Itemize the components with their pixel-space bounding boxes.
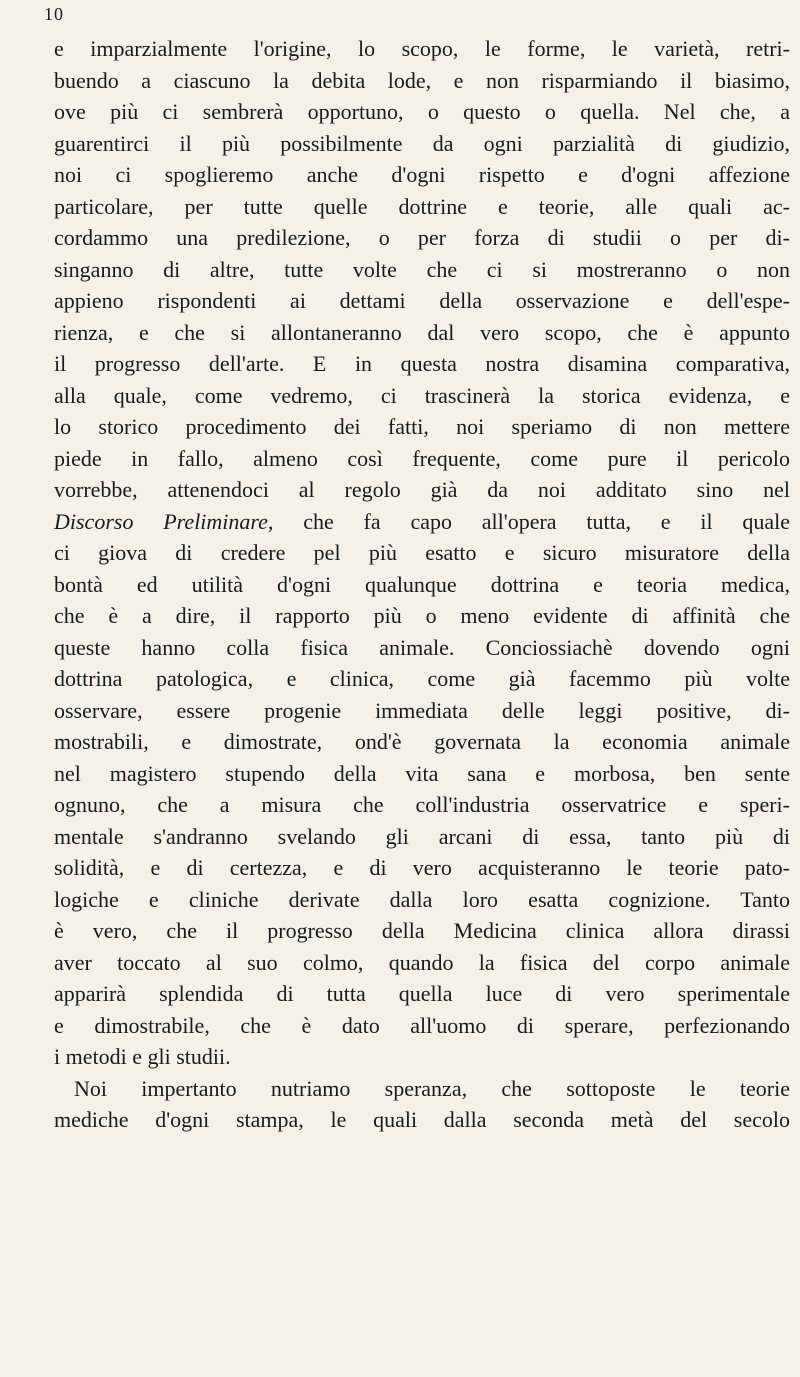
text-line xyxy=(54,915,790,947)
text-line xyxy=(54,443,790,475)
line-text: vorrebbe, attenendoci al regolo già da noi additato sino nel xyxy=(54,477,790,502)
text-line xyxy=(54,254,790,286)
text-line xyxy=(54,758,790,790)
text-line xyxy=(54,726,790,758)
page-number: 10 xyxy=(44,4,64,24)
line-text: mediche d'ogni stampa, le quali dalla seconda metà del secolo xyxy=(54,1107,790,1132)
text-line xyxy=(54,1104,790,1136)
text-line xyxy=(54,506,790,538)
text-line xyxy=(54,191,790,223)
line-text: alla quale, come vedremo, ci trascinerà la storica evidenza, e xyxy=(54,382,790,408)
line-text: nel magistero stupendo della vita sana e morbosa, ben sente xyxy=(54,760,790,786)
line-text: che fa capo all'opera tutta, e il quale xyxy=(273,508,790,534)
line-text: singanno di altre, tutte volte che ci si mostreranno o non xyxy=(54,256,790,282)
text-line xyxy=(54,128,790,160)
line-text: piede in fallo, almeno così frequente, come pure il pericolo xyxy=(54,445,790,471)
text-line xyxy=(54,632,790,664)
text-line xyxy=(54,695,790,727)
text-line xyxy=(54,411,790,443)
line-text: appieno rispondenti ai dettami della osservazione e dell'espe- xyxy=(54,288,790,313)
text-line xyxy=(54,380,790,412)
line-text: dottrina patologica, e clinica, come già facemmo più volte xyxy=(54,666,790,691)
line-text: rienza, e che si allontaneranno dal vero scopo, che è appunto xyxy=(54,319,790,345)
line-text: noi ci spoglieremo anche d'ogni rispetto e d'ogni affezione xyxy=(54,162,790,187)
text-line xyxy=(54,222,790,254)
text-line xyxy=(54,474,790,506)
line-text: queste hanno colla fisica animale. Conciossiachè dovendo ogni xyxy=(54,634,790,660)
text-line xyxy=(54,978,790,1010)
line-text: buendo a ciascuno la debita lode, e non risparmiando il biasimo, xyxy=(54,67,790,93)
text-line xyxy=(54,159,790,191)
text-line xyxy=(54,1041,790,1073)
line-text: apparirà splendida di tutta quella luce di vero sperimentale xyxy=(54,981,790,1006)
text-line xyxy=(54,947,790,979)
line-text: ove più ci sembrerà opportuno, o questo o quella. Nel che, a xyxy=(54,99,790,124)
text-line xyxy=(54,1010,790,1042)
italic-title: Discorso Preliminare, xyxy=(54,508,274,534)
line-text: e dimostrabile, che è dato all'uomo di sperare, perfezionando xyxy=(54,1012,790,1038)
text-line xyxy=(54,852,790,884)
text-line xyxy=(54,789,790,821)
text-line xyxy=(54,33,790,65)
text-line xyxy=(54,569,790,601)
text-line xyxy=(54,600,790,632)
line-text: mostrabili, e dimostrate, ond'è governata la economia animale xyxy=(54,729,790,754)
text-line xyxy=(54,348,790,380)
body-text xyxy=(54,33,790,1136)
text-line xyxy=(54,285,790,317)
line-text: che è a dire, il rapporto più o meno evidente di affinità che xyxy=(54,603,790,628)
line-text: il progresso dell'arte. E in questa nostra disamina comparativa, xyxy=(54,351,790,376)
text-line xyxy=(54,1073,790,1105)
line-text: ci giova di credere pel più esatto e sicuro misuratore della xyxy=(54,540,790,565)
text-line xyxy=(54,65,790,97)
line-text: Noi impertanto nutriamo speranza, che sottoposte le teorie xyxy=(74,1075,790,1101)
line-text: i metodi e gli studii. xyxy=(54,1044,231,1069)
line-text: e imparzialmente l'origine, lo scopo, le forme, le varietà, retri- xyxy=(54,36,790,61)
line-text: ognuno, che a misura che coll'industria osservatrice e speri- xyxy=(54,792,790,817)
line-text: cordammo una predilezione, o per forza di studii o per di- xyxy=(54,225,790,250)
text-line xyxy=(54,537,790,569)
line-text: è vero, che il progresso della Medicina clinica allora dirassi xyxy=(54,918,790,943)
text-line xyxy=(54,663,790,695)
line-text: particolare, per tutte quelle dottrine e teorie, alle quali ac- xyxy=(54,193,790,219)
line-text: guarentirci il più possibilmente da ogni parzialità di giudizio, xyxy=(54,130,790,156)
text-line xyxy=(54,96,790,128)
text-line xyxy=(54,821,790,853)
text-line xyxy=(54,317,790,349)
line-text: lo storico procedimento dei fatti, noi speriamo di non mettere xyxy=(54,414,790,439)
line-text: mentale s'andranno svelando gli arcani di essa, tanto più di xyxy=(54,823,790,849)
text-line xyxy=(54,884,790,916)
line-text: logiche e cliniche derivate dalla loro esatta cognizione. Tanto xyxy=(54,886,790,912)
line-text: osservare, essere progenie immediata delle leggi positive, di- xyxy=(54,697,790,723)
line-text: aver toccato al suo colmo, quando la fisica del corpo animale xyxy=(54,949,790,975)
line-text: solidità, e di certezza, e di vero acquisteranno le teorie pato- xyxy=(54,855,790,880)
line-text: bontà ed utilità d'ogni qualunque dottrina e teoria medica, xyxy=(54,571,790,597)
